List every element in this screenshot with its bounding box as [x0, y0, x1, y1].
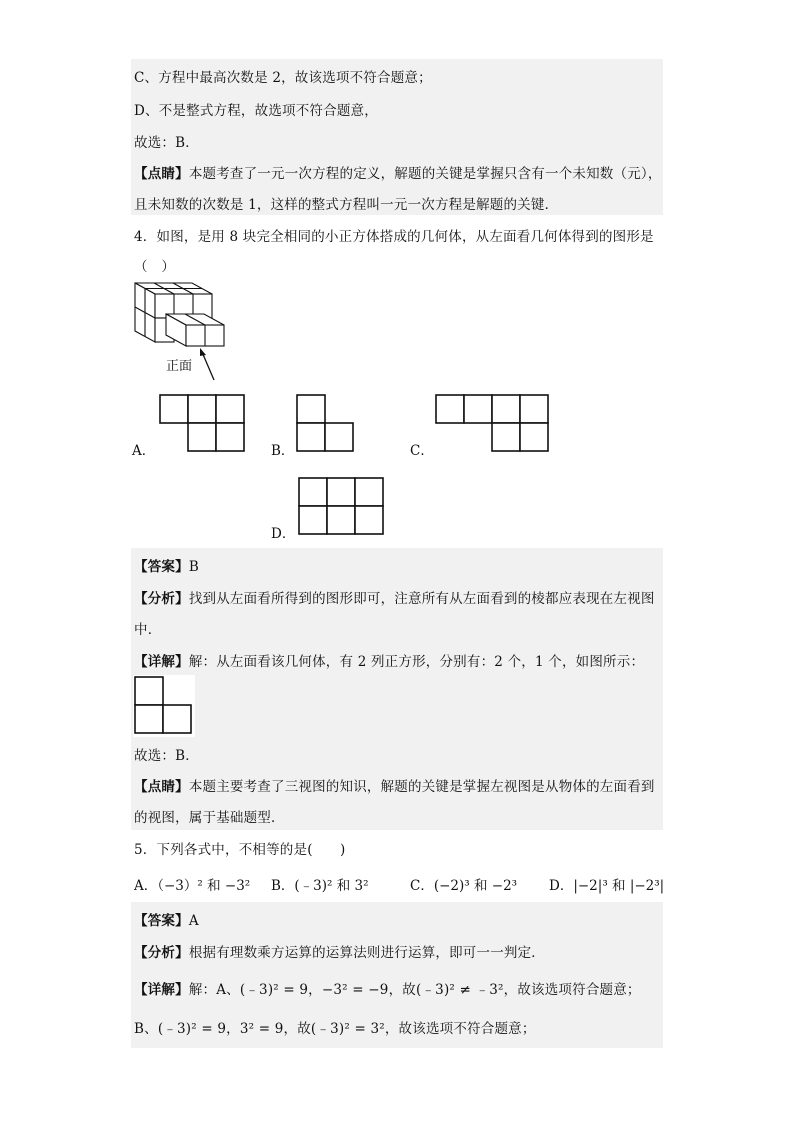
q5-detail-line-b: B、(﹣3)² = 9，3² = 9，故(﹣3)² = 3²，故该选项不符合题意；	[134, 1021, 536, 1037]
q4-option-a-figure[interactable]	[159, 394, 245, 452]
q4-comment-text-1: 本题主要考查了三视图的知识，解题的关键是掌握左视图是从物体的左面看到	[188, 779, 655, 795]
q5-analysis-text: 根据有理数乘方运算的运算法则进行运算，即可一一判定．	[188, 945, 546, 961]
q5-answer-value: A	[188, 913, 199, 929]
q4-option-d-label[interactable]: D．	[271, 526, 296, 542]
q5-option-a[interactable]: A．（−3）² 和 −3²	[134, 878, 251, 894]
q4-comment-line-1	[134, 775, 655, 795]
q4-choose: 故选：B．	[134, 748, 199, 764]
q4-left-view-figure	[133, 675, 195, 737]
prev-solution-choose: 故选：B．	[134, 135, 199, 151]
q4-comment-line-2: 的视图，属于基础题型．	[134, 810, 285, 826]
q5-option-d[interactable]: D．|−2|³ 和 |−2³|	[549, 878, 665, 894]
q4-analysis-text-1: 找到从左面看所得到的图形即可，注意所有从左面看到的棱都应表现在左视图	[188, 591, 655, 607]
q4-option-d-figure[interactable]	[298, 477, 384, 535]
q4-analysis-tag: 【分析】	[134, 591, 189, 607]
prev-comment-line-1	[134, 162, 662, 182]
q5-option-c[interactable]: C．(−2)³ 和 −2³	[410, 878, 518, 894]
q4-answer-line	[134, 555, 199, 575]
q4-option-c-label[interactable]: C．	[410, 443, 434, 459]
q4-comment-tag: 【点睛】	[134, 779, 189, 795]
prev-comment-line-2: 且未知数的次数是 1，这样的整式方程叫一元一次方程是解题的关键．	[134, 197, 559, 213]
q5-detail-text-a: 解：A、(﹣3)² = 9，−3² = −9，故(﹣3)² ≠ ﹣3²，故该选项符合题意；	[188, 982, 641, 998]
q4-detail-tag: 【详解】	[134, 654, 189, 670]
q5-answer-line	[134, 909, 199, 929]
q5-stem: 5．下列各式中，不相等的是( )	[134, 842, 346, 858]
q5-option-b[interactable]: B．(﹣3)² 和 3²	[271, 878, 369, 894]
front-arrow-icon	[196, 346, 218, 382]
q4-option-a-label[interactable]: A．	[132, 443, 156, 459]
q4-option-b-figure[interactable]	[296, 394, 354, 452]
q4-stem-line-2: （ ）	[134, 259, 176, 275]
q5-detail-tag: 【详解】	[134, 982, 189, 998]
q5-analysis-tag: 【分析】	[134, 945, 189, 961]
q4-stem-line-1: 4．如图，是用 8 块完全相同的小正方体搭成的几何体，从左面看几何体得到的图形是	[134, 229, 654, 245]
q4-option-c-figure[interactable]	[435, 394, 549, 452]
q5-answer-tag: 【答案】	[134, 913, 189, 929]
q4-front-label: 正面	[166, 359, 193, 374]
q4-solid-figure	[130, 278, 230, 350]
q4-answer-tag: 【答案】	[134, 559, 189, 575]
q4-analysis-line-2: 中．	[134, 622, 162, 638]
prev-comment-tag: 【点睛】	[134, 166, 189, 182]
q4-option-b-label[interactable]: B．	[271, 443, 295, 459]
q4-detail-text: 解：从左面看该几何体，有 2 列正方形，分别有：2 个，1 个，如图所示：	[188, 654, 645, 670]
prev-comment-text-1: 本题考查了一元一次方程的定义，解题的关键是掌握只含有一个未知数（元），	[188, 166, 662, 182]
prev-solution-line-d: D、不是整式方程，故选项不符合题意，	[134, 103, 378, 119]
q5-detail-line-a	[134, 978, 641, 998]
prev-solution-line-c: C、方程中最高次数是 2，故该选项不符合题意；	[134, 70, 432, 86]
q4-answer-value: B	[188, 559, 199, 575]
q4-detail-line	[134, 650, 644, 670]
q4-analysis-line-1	[134, 587, 655, 607]
q5-analysis-line	[134, 941, 545, 961]
